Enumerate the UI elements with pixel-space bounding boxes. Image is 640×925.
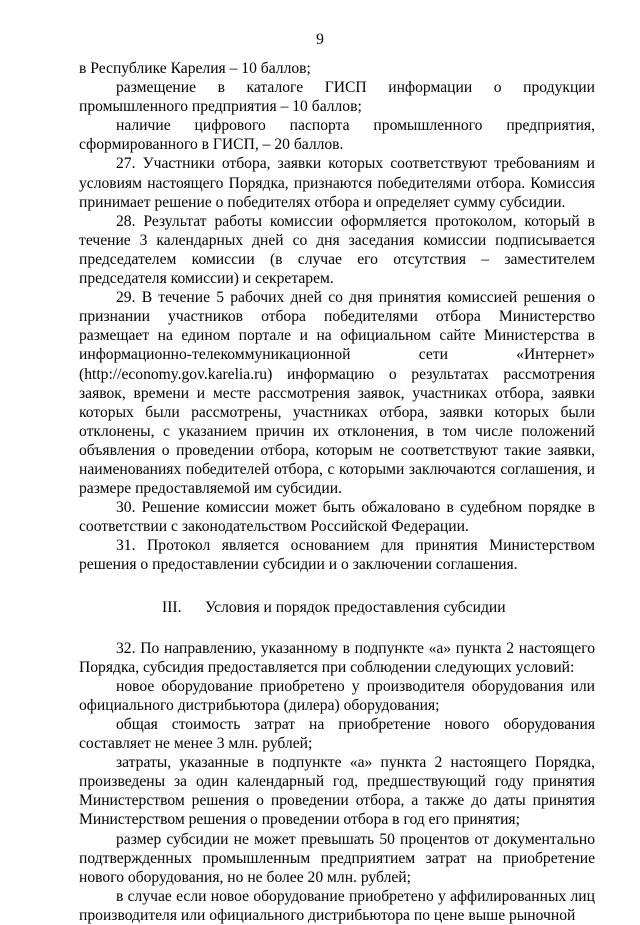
paragraph: 29. В течение 5 рабочих дней со дня принятия комиссией решения о признании участников отбора победителями отбора Министерство размещает на едином портале и на официальном сайте Министерства в информационно-телекоммуникационной сети «Интернет» (http://economy.gov.karelia.ru) информацию о результатах рассмотрения заявок, времени и месте рассмотрения заявок, участниках отбора, заявки которых были рассмотрены, участниках отбора, заявки которых были отклонены, с указанием причин их отклонения, в том числе положений объявления о проведении отбора, которым не соответствуют такие заявки, наименованиях победителей отбора, с которыми заключаются соглашения, и размере предоставляемой им субсидии. xyxy=(79,289,595,498)
section-title: Условия и порядок предоставления субсидии xyxy=(205,598,506,616)
paragraph: общая стоимость затрат на приобретение нового оборудования составляет не менее 3 млн. рублей; xyxy=(79,716,595,753)
paragraph-group-top xyxy=(79,59,595,575)
paragraph: размер субсидии не может превышать 50 процентов от документально подтвержденных промышленным предприятием затрат на приобретение нового оборудования, но не более 20 млн. рублей; xyxy=(79,830,595,886)
paragraph: 28. Результат работы комиссии оформляется протоколом, который в течение 3 календарных дней со дня заседания комиссии подписывается председателем комиссии (в случае его отсутствия – заместителем председателя комиссии) и секретарем. xyxy=(79,212,595,288)
paragraph: в случае если новое оборудование приобретено у аффилированных лиц производителя или официального дистрибьютора по цене выше рыночной xyxy=(79,887,595,924)
section-number: III. xyxy=(162,598,182,616)
paragraph: новое оборудование приобретено у производителя оборудования или официального дистрибьютора (дилера) оборудования; xyxy=(79,677,595,714)
paragraph: 27. Участники отбора, заявки которых соответствуют требованиям и условиям настоящего Порядка, признаются победителями отбора. Комиссия принимает решение о победителях отбора и определяет сумму субсидии. xyxy=(79,155,595,211)
section-heading xyxy=(79,598,595,617)
paragraph: в Республике Карелия – 10 баллов; xyxy=(79,60,311,77)
paragraph: 31. Протокол является основанием для принятия Министерством решения о предоставлении субсидии и о заключении соглашения. xyxy=(79,537,595,574)
page-number: 9 xyxy=(316,31,324,48)
paragraph: 30. Решение комиссии может быть обжаловано в судебном порядке в соответствии с законодательством Российской Федерации. xyxy=(79,499,595,536)
paragraph: затраты, указанные в подпункте «а» пункта 2 настоящего Порядка, произведены за один календарный год, предшествующий году принятия Министерством решения о проведении отбора, а также до даты принятия Министерством решения о проведении отбора в год его принятия; xyxy=(79,754,595,829)
paragraph: наличие цифрового паспорта промышленного предприятия, сформированного в ГИСП, – 20 баллов. xyxy=(79,117,595,154)
paragraph-group-bottom xyxy=(79,639,595,925)
paragraph: 32. По направлению, указанному в подпункте «а» пункта 2 настоящего Порядка, субсидия предоставляется при соблюдении следующих условий: xyxy=(79,639,595,676)
document-body xyxy=(79,59,595,925)
paragraph: размещение в каталоге ГИСП информации о продукции промышленного предприятия – 10 баллов; xyxy=(79,79,595,116)
